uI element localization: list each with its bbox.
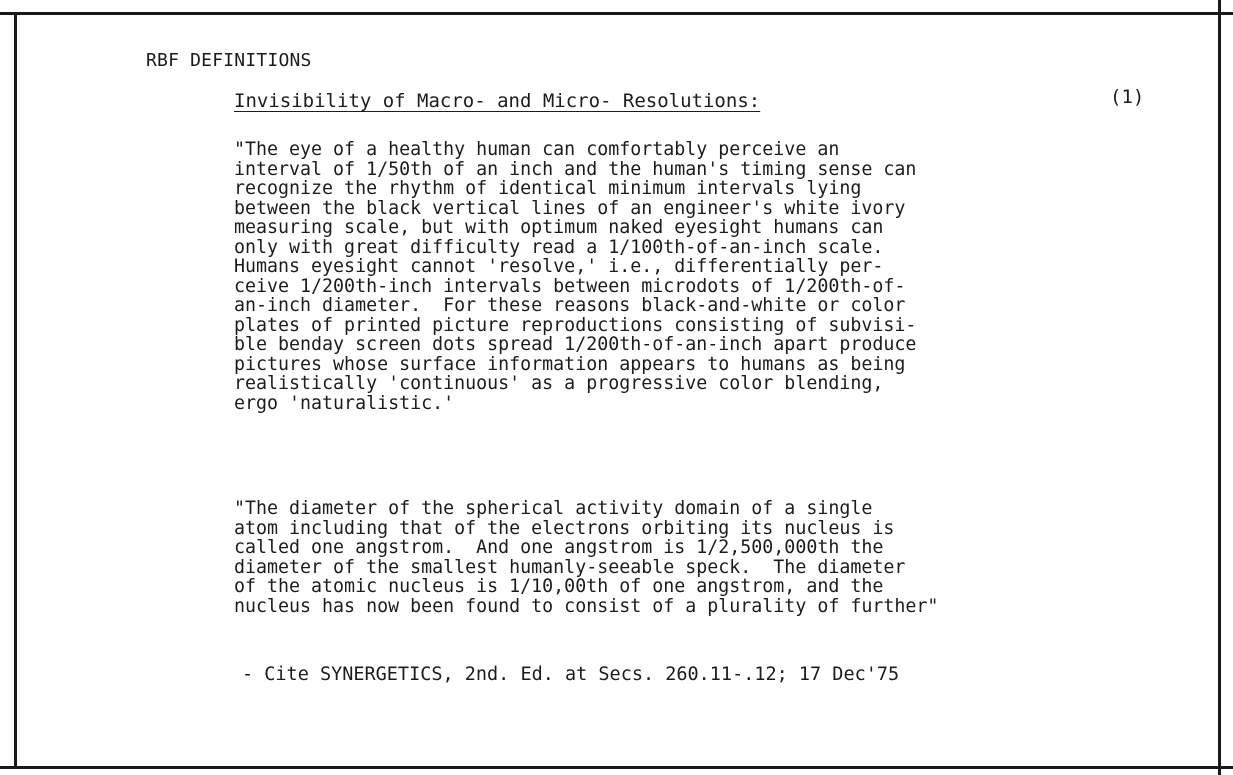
card-right-border xyxy=(1218,0,1221,775)
quote-line: an-inch diameter. For these reasons black-and-white or color xyxy=(234,295,906,316)
quote-line: between the black vertical lines of an engineer's white ivory xyxy=(234,197,906,219)
card-number: (1) xyxy=(1110,86,1145,108)
quote-line: of the atomic nucleus is 1/10,00th of one angstrom, and the xyxy=(234,576,884,597)
quote-line: pictures whose surface information appears to humans as being xyxy=(234,353,906,375)
quote-line: diameter of the smallest humanly-seeable speck. The diameter xyxy=(234,556,906,578)
citation: - Cite SYNERGETICS, 2nd. Ed. at Secs. 260.11-.12; 17 Dec'75 xyxy=(242,664,900,685)
quote-paragraph-2 xyxy=(234,499,1164,616)
quote-line: atom including that of the electrons orbiting its nucleus is xyxy=(234,517,895,539)
quote-line: "The eye of a healthy human can comfortably perceive an xyxy=(234,139,840,160)
quote-line: only with great difficulty read a 1/100th-of-an-inch scale. xyxy=(234,236,884,258)
quote-paragraph-1 xyxy=(234,140,1164,413)
quote-line: ceive 1/200th-inch intervals between microdots of 1/200th-of- xyxy=(234,275,906,297)
quote-line: called one angstrom. And one angstrom is 1/2,500,000th the xyxy=(234,537,884,558)
quote-line: measuring scale, but with optimum naked eyesight humans can xyxy=(234,217,884,238)
quote-line: ble benday screen dots spread 1/200th-of-an-inch apart produce xyxy=(234,334,917,355)
quote-line: interval of 1/50th of an inch and the human's timing sense can xyxy=(234,158,917,180)
quote-line: realistically 'continuous' as a progressive color blending, xyxy=(234,373,884,394)
card-header: RBF DEFINITIONS xyxy=(146,50,312,71)
quote-line: recognize the rhythm of identical minimum intervals lying xyxy=(234,178,862,199)
card-left-border xyxy=(14,12,17,769)
quote-line: Humans eyesight cannot 'resolve,' i.e., differentially per- xyxy=(234,256,884,277)
card-top-border xyxy=(0,12,1233,15)
quote-line: ergo 'naturalistic.' xyxy=(234,392,455,414)
quote-line: nucleus has now been found to consist of a plurality of further" xyxy=(234,595,939,617)
quote-line: "The diameter of the spherical activity domain of a single xyxy=(234,498,873,519)
card-bottom-border xyxy=(0,766,1233,769)
quote-line: plates of printed picture reproductions consisting of subvisi- xyxy=(234,314,917,336)
card-title: Invisibility of Macro- and Micro- Resolutions: xyxy=(234,90,761,112)
